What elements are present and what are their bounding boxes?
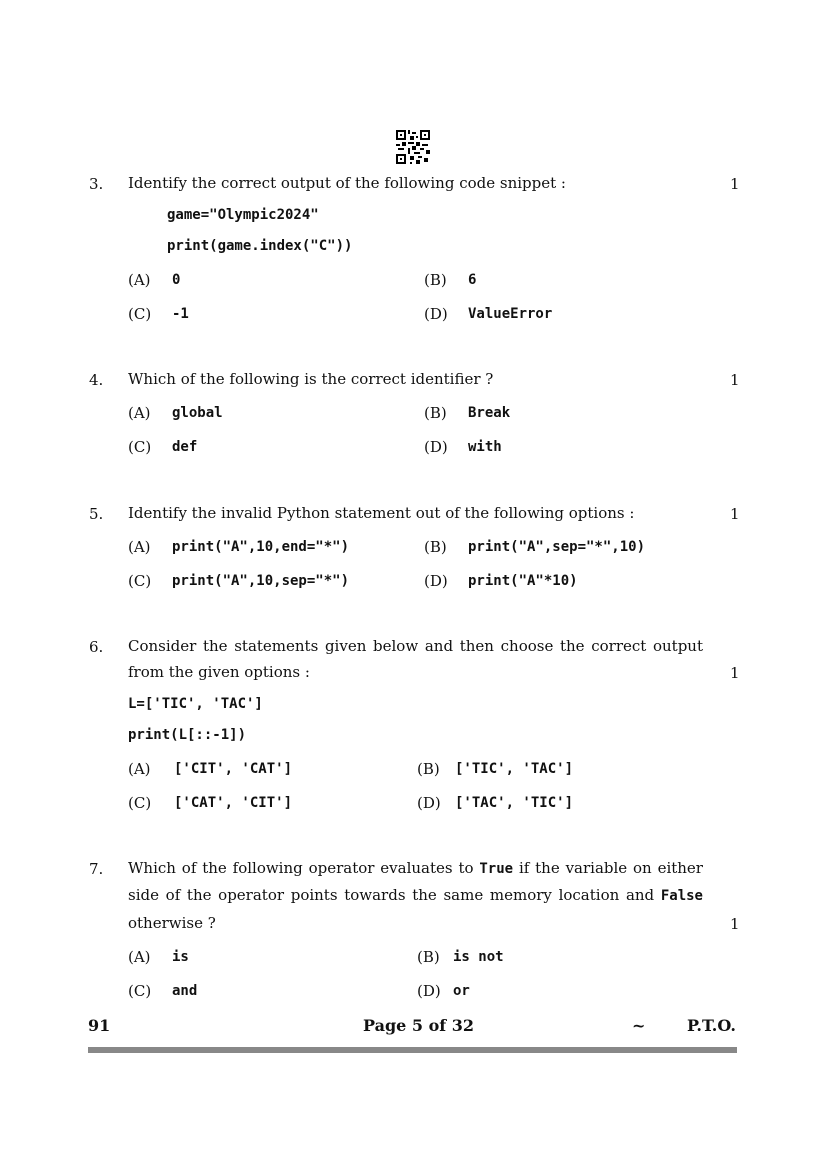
option-b: (B) 6 [424,271,477,289]
question-text: Identify the correct output of the following code snippet : [128,174,566,192]
question-number: 7. [89,860,104,878]
question-number: 5. [89,505,104,523]
option-d: (D) or [417,982,470,1000]
question-text-line-3: otherwise ? [128,914,216,932]
option-a: (A) 0 [128,271,181,289]
footer-pto: P.T.O. [687,1016,736,1035]
code-line: game="Olympic2024" [167,207,319,223]
option-d: (D) with [424,438,502,456]
option-a: (A) ['CIT', 'CAT'] [128,760,293,778]
option-c: (C) -1 [128,305,189,323]
question-marks: 1 [730,175,740,193]
option-a: (A) print("A",10,end="*") [128,538,350,556]
option-a: (A) is [128,948,189,966]
option-d: (D) ['TAC', 'TIC'] [417,794,574,812]
question-text-line-1: Which of the following operator evaluates to True if the variable on either [128,859,703,877]
option-d: (D) ValueError [424,305,553,323]
code-line: print(game.index("C")) [167,238,353,254]
question-text-line-1: Consider the statements given below and then choose the correct output [128,637,703,655]
question-text-line-2: from the given options : [128,663,310,681]
footer-divider [88,1047,737,1053]
question-number: 4. [89,371,104,389]
footer-tilde: ~ [632,1016,646,1035]
inline-code: False [660,888,703,904]
qr-code-icon [396,130,430,164]
question-marks: 1 [730,664,740,682]
code-line: L=['TIC', 'TAC'] [128,696,263,712]
question-marks: 1 [730,505,740,523]
option-b: (B) print("A",sep="*",10) [424,538,646,556]
option-d: (D) print("A"*10) [424,572,578,590]
option-b: (B) ['TIC', 'TAC'] [417,760,574,778]
option-c: (C) print("A",10,sep="*") [128,572,350,590]
question-number: 6. [89,638,104,656]
question-text: Which of the following is the correct identifier ? [128,370,494,388]
option-c: (C) def [128,438,198,456]
footer-code: 91 [88,1016,111,1035]
question-marks: 1 [730,915,740,933]
option-b: (B) Break [424,404,511,422]
question-text-line-2: side of the operator points towards the same memory location and False [128,886,703,904]
question-text: Identify the invalid Python statement out of the following options : [128,504,635,522]
option-c: (C) ['CAT', 'CIT'] [128,794,293,812]
option-c: (C) and [128,982,198,1000]
option-a: (A) global [128,404,223,422]
page-number: Page 5 of 32 [363,1016,474,1035]
question-marks: 1 [730,371,740,389]
question-number: 3. [89,175,104,193]
inline-code: True [479,861,514,877]
option-b: (B) is not [417,948,504,966]
code-line: print(L[::-1]) [128,727,247,743]
